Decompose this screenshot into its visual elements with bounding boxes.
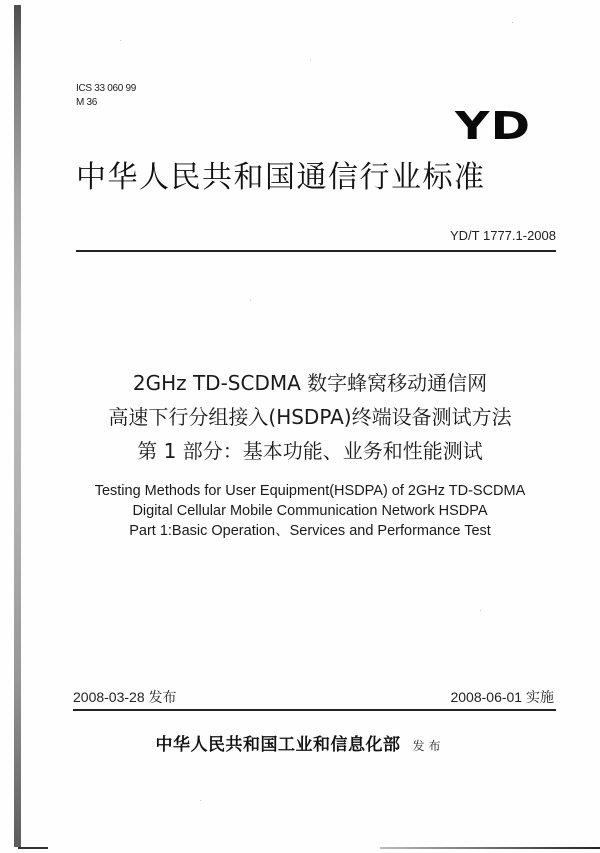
scan-binding-edge xyxy=(14,5,21,847)
chinese-title xyxy=(60,366,560,468)
english-title xyxy=(60,481,560,541)
scan-speck xyxy=(120,40,121,41)
ccs-code: M 36 xyxy=(76,97,98,108)
scan-speck xyxy=(310,60,311,61)
chinese-title-line-2: 高速下行分组接入(HSDPA)终端设备测试方法 xyxy=(108,405,512,429)
english-title-line-2: Digital Cellular Mobile Communication Network HSDPA xyxy=(132,503,488,519)
scan-bottom-edge-right xyxy=(380,847,600,849)
scan-speck xyxy=(250,300,251,301)
scan-bottom-edge-left xyxy=(18,847,48,849)
scan-speck xyxy=(512,22,513,23)
bottom-divider xyxy=(73,709,556,711)
issue-date: 2008-03-28 发布 xyxy=(73,689,177,705)
implementation-date: 2008-06-01 实施 xyxy=(450,689,554,705)
yd-logo: YD xyxy=(455,104,532,148)
main-title: 中华人民共和国通信行业标准 xyxy=(76,160,486,195)
top-divider xyxy=(76,250,556,252)
ics-code: ICS 33 060 99 xyxy=(76,83,137,94)
chinese-title-line-3: 第 1 部分：基本功能、业务和性能测试 xyxy=(137,439,483,463)
publisher-name: 中华人民共和国工业和信息化部 xyxy=(155,735,401,755)
scan-speck xyxy=(200,800,201,801)
publisher-action: 发布 xyxy=(412,739,445,753)
classification-codes xyxy=(76,82,136,110)
scan-speck xyxy=(480,610,481,611)
english-title-line-3: Part 1:Basic Operation、Services and Performance Test xyxy=(129,523,491,539)
standard-number: YD/T 1777.1-2008 xyxy=(450,228,556,243)
english-title-line-1: Testing Methods for User Equipment(HSDPA) of 2GHz TD-SCDMA xyxy=(94,483,526,499)
publisher xyxy=(0,734,600,757)
chinese-title-line-1: 2GHz TD-SCDMA 数字蜂窝移动通信网 xyxy=(132,371,488,395)
